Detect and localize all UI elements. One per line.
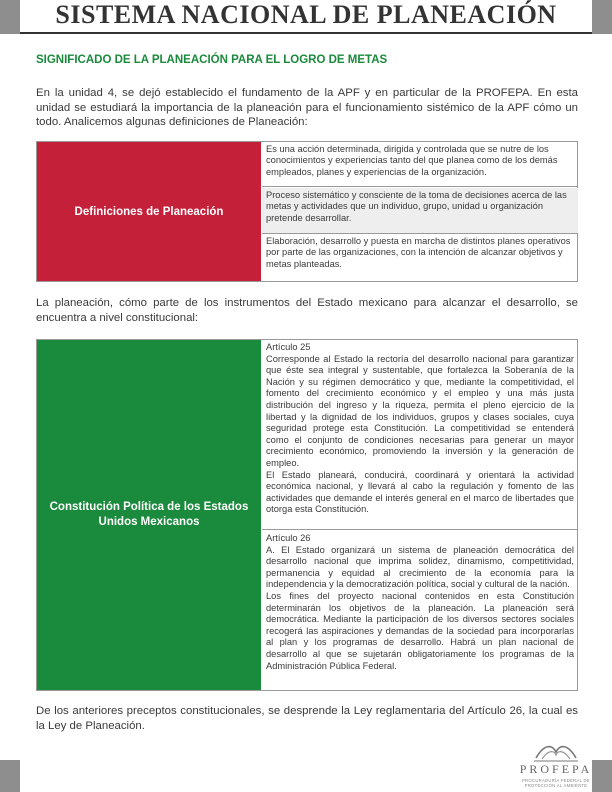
corner-bar-bottom-left <box>0 760 20 792</box>
article-26-paragraph: A. El Estado organizará un sistema de planeación democrática del desarrollo nacional que imprima solidez, dinamismo, competitividad, permanencia y equidad al crecimiento de la economía para la independencia y la democratización política, social y cultural de la nación. <box>266 544 574 590</box>
constitutional-paragraph: La planeación, cómo parte de los instrumentos del Estado mexicano para alcanzar el desarrollo, se encuentra a nivel constitucional: <box>36 297 578 324</box>
article-26-cell <box>262 531 578 690</box>
corner-bar-top-right <box>592 0 612 34</box>
article-25-paragraph: Corresponde al Estado la rectoría del desarrollo nacional para garantizar que éste sea integral y sustentable, que fortalezca la Soberanía de la Nación y su régimen democrático y que, mediante la competitividad, el fomento del crecimiento económico y el empleo y una más justa distribución del ingreso y la riqueza, permita el pleno ejercicio de la libertad y la dignidad de los individuos, grupos y clases sociales, cuya seguridad protege esta Constitución. La competitividad se entenderá como el conjunto de condiciones necesarias para generar un mayor crecimiento económico, promoviendo la inversión y la generación de empleo. <box>266 353 574 468</box>
conclusion-paragraph: De los anteriores preceptos constitucionales, se desprende la Ley reglamentaria del Artículo 26, la cual es la Ley de Planeación. <box>36 705 578 732</box>
profepa-logo <box>514 740 598 788</box>
definition-cell: Elaboración, desarrollo y puesta en marcha de distintos planes operativos por parte de las organizaciones, con la intención de alcanzar objetivos y metas planteadas. <box>266 236 571 269</box>
definition-cell: Es una acción determinada, dirigida y controlada que se nutre de los conocimientos y experiencias tanto del que planea como de los demás empleados, planes y experiencias de la organización. <box>262 142 578 187</box>
logo-subtitle: PROCURADURÍA FEDERAL DE PROTECCIÓN AL AMBIENTE <box>522 778 590 788</box>
article-26-paragraph: Los fines del proyecto nacional contenidos en esta Constitución determinarán los objetivos de la planeación. La planeación será democrática. Mediante la participación de los diversos sectores sociales recogerá las aspiraciones y demandas de la sociedad para incorporarlas al plan y los programas de desarrollo. Habrá un plan nacional de desarrollo al que se sujetarán obligatoriamente los programas de la Administración Pública Federal. <box>266 590 574 671</box>
profepa-emblem-icon <box>532 740 580 762</box>
constitution-table <box>36 339 578 691</box>
article-25-cell <box>262 340 578 530</box>
constitution-label: Constitución Política de los Estados Unidos Mexicanos <box>37 340 261 690</box>
definition-cell: Proceso sistemático y consciente de la toma de decisiones acerca de las metas y actividades que un individuo, grupo, unidad u organización pretende desarrollar. <box>262 188 578 234</box>
article-26-title: Artículo 26 <box>266 533 311 543</box>
definitions-label: Definiciones de Planeación <box>37 142 261 281</box>
definitions-table <box>36 141 578 282</box>
logo-name: PROFEPA <box>519 762 593 776</box>
section-title: SIGNIFICADO DE LA PLANEACIÓN PARA EL LOGRO DE METAS <box>36 54 388 66</box>
page-title: SISTEMA NACIONAL DE PLANEACIÓN <box>55 0 557 29</box>
article-25-title: Artículo 25 <box>266 342 311 352</box>
corner-bar-top-left <box>0 0 20 34</box>
intro-paragraph: En la unidad 4, se dejó establecido el fundamento de la APF y en particular de la PROFEPA. En esta unidad se estudiará la importancia de la planeación para el funcionamiento sistémico de la APF cómo un todo. Analicemos algunas definiciones de Planeación: <box>36 87 578 128</box>
article-25-paragraph: El Estado planeará, conducirá, coordinará y orientará la actividad económica nacional, y llevará al cabo la regulación y fomento de las actividades que demande el interés general en el marco de libertades que otorga esta Constitución. <box>266 469 574 515</box>
header-divider <box>20 32 592 34</box>
